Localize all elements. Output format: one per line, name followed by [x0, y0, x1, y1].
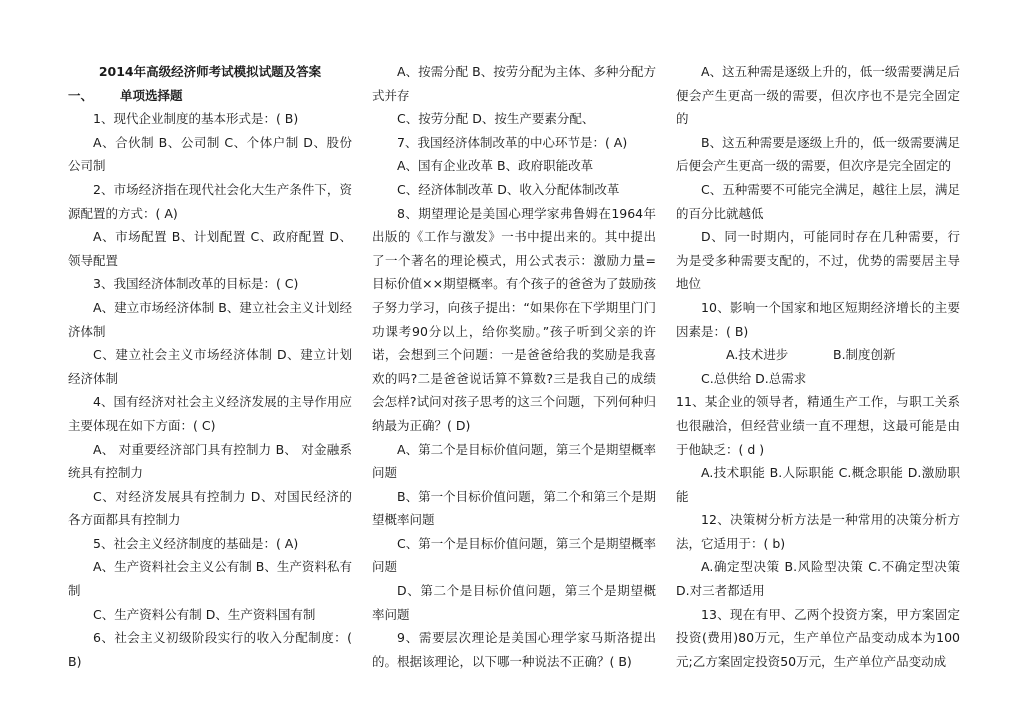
document-title: 2014年高级经济师考试模拟试题及答案: [98, 64, 322, 79]
answer-options: B、这五种需要是逐级上升的，低一级需要满足后便会产生更高一级的需要，但次序是完全固定的: [676, 134, 960, 174]
section-label: 单项选择题: [120, 87, 183, 103]
answer-options: B、第一个目标价值问题，第二个和第三个是期望概率问题: [372, 488, 656, 528]
answer-options: A、第二个是目标价值问题，第三个是期望概率问题: [372, 441, 656, 481]
section-number: 一、: [68, 87, 94, 103]
question-line: 3、我国经济体制改革的目标是：( C): [93, 276, 299, 292]
question-line: 8、期望理论是美国心理学家弗鲁姆在1964年出版的《工作与激发》一书中提出来的。其中提出了一个著名的理论模式，用公式表示：激励力量=目标价值××期望概率。有个孩子的爸爸为了鼓励孩子努力学习，向孩子提出：“如果你在下学期里门门功课考90分以上，给你奖励。”孩子听到父亲的许诺，会想到三个问题：一是爸爸给我的奖励是我喜欢的吗?二是爸爸说话算不算数?三是我自己的成绩会怎样?试问对孩子思考的这三个问题，下列何种归纳最为正确？( D): [372, 205, 656, 433]
question-line: 1、现代企业制度的基本形式是：( B): [93, 111, 299, 127]
answer-options: C、经济体制改革 D、收入分配体制改革: [397, 181, 620, 197]
answer-options: C、生产资料公有制 D、生产资料国有制: [93, 606, 316, 622]
answer-options: D、同一时期内，可能同时存在几种需要，行为是受多种需要支配的，不过，优势的需要居主导地位: [676, 229, 960, 292]
question-line: 4、国有经济对社会主义经济发展的主导作用应主要体现在如下方面：( C): [68, 394, 352, 433]
answer-options: A、国有企业改革 B、政府职能改革: [397, 158, 594, 174]
question-line: 11、某企业的领导者，精通生产工作，与职工关系也很融洽，但经营业绩一直不理想，这最可能是由于他缺乏：( d ): [676, 394, 960, 457]
answer-options: [676, 343, 960, 367]
question-line: 12、决策树分析方法是一种常用的决策分析方法，它适用于：( b): [676, 512, 960, 551]
question-line: 5、社会主义经济制度的基础是：( A): [93, 535, 299, 551]
column-1: [68, 60, 352, 673]
answer-options: A、合伙制 B、公司制 C、个体户制 D、股份公司制: [68, 134, 352, 174]
answer-options: A、市场配置 B、计划配置 C、政府配置 D、领导配置: [68, 229, 352, 268]
question-line: 6、社会主义初级阶段实行的收入分配制度：( B): [68, 630, 352, 669]
question-line: 10、影响一个国家和地区短期经济增长的主要因素是：( B): [676, 299, 960, 339]
answer-options: C、第一个是目标价值问题，第三个是期望概率问题: [372, 535, 656, 575]
option-a: A.技术进步: [726, 347, 789, 363]
answer-options: A.确定型决策 B.风险型决策 C.不确定型决策 D.对三者都适用: [676, 559, 960, 599]
answer-options: C、建立社会主义市场经济体制 D、建立计划经济体制: [68, 347, 352, 386]
column-2: [372, 60, 656, 673]
answer-options: D、第二个是目标价值问题，第三个是期望概率问题: [372, 583, 656, 622]
answer-options: A、生产资料社会主义公有制 B、生产资料私有制: [68, 559, 352, 599]
option-b: B.制度创新: [833, 347, 896, 363]
answer-options: A、这五种需是逐级上升的，低一级需要满足后便会产生更高一级的需要，但次序也不是完全固定的: [676, 64, 960, 127]
answer-options: C、按劳分配 D、按生产要素分配、: [397, 111, 595, 127]
answer-options: C.总供给 D.总需求: [701, 370, 807, 386]
question-line: 9、需要层次理论是美国心理学家马斯洛提出的。根据该理论，以下哪一种说法不正确？( B): [372, 630, 656, 669]
question-line: 2、市场经济指在现代社会化大生产条件下，资源配置的方式：( A): [68, 181, 352, 221]
question-line: 7、我国经济体制改革的中心环节是：( A): [397, 134, 628, 150]
answer-options: A、按需分配 B、按劳分配为主体、多种分配方式并存: [372, 64, 656, 103]
column-3: [676, 60, 960, 673]
section-heading: [68, 84, 352, 108]
answer-options: C、五种需要不可能完全满足，越往上层，满足的百分比就越低: [676, 181, 960, 221]
answer-options: A.技术职能 B.人际职能 C.概念职能 D.激励职能: [676, 465, 960, 504]
answer-options: C、对经济发展具有控制力 D、对国民经济的各方面都具有控制力: [68, 488, 352, 528]
answer-options: A、 对重要经济部门具有控制力 B、 对金融系统具有控制力: [68, 441, 352, 481]
question-line: 13、现在有甲、乙两个投资方案，甲方案固定投资(费用)80万元，生产单位产品变动成本为100元;乙方案固定投资50万元，生产单位产品变动成: [676, 606, 960, 669]
answer-options: A、建立市场经济体制 B、建立社会主义计划经济体制: [68, 299, 352, 339]
